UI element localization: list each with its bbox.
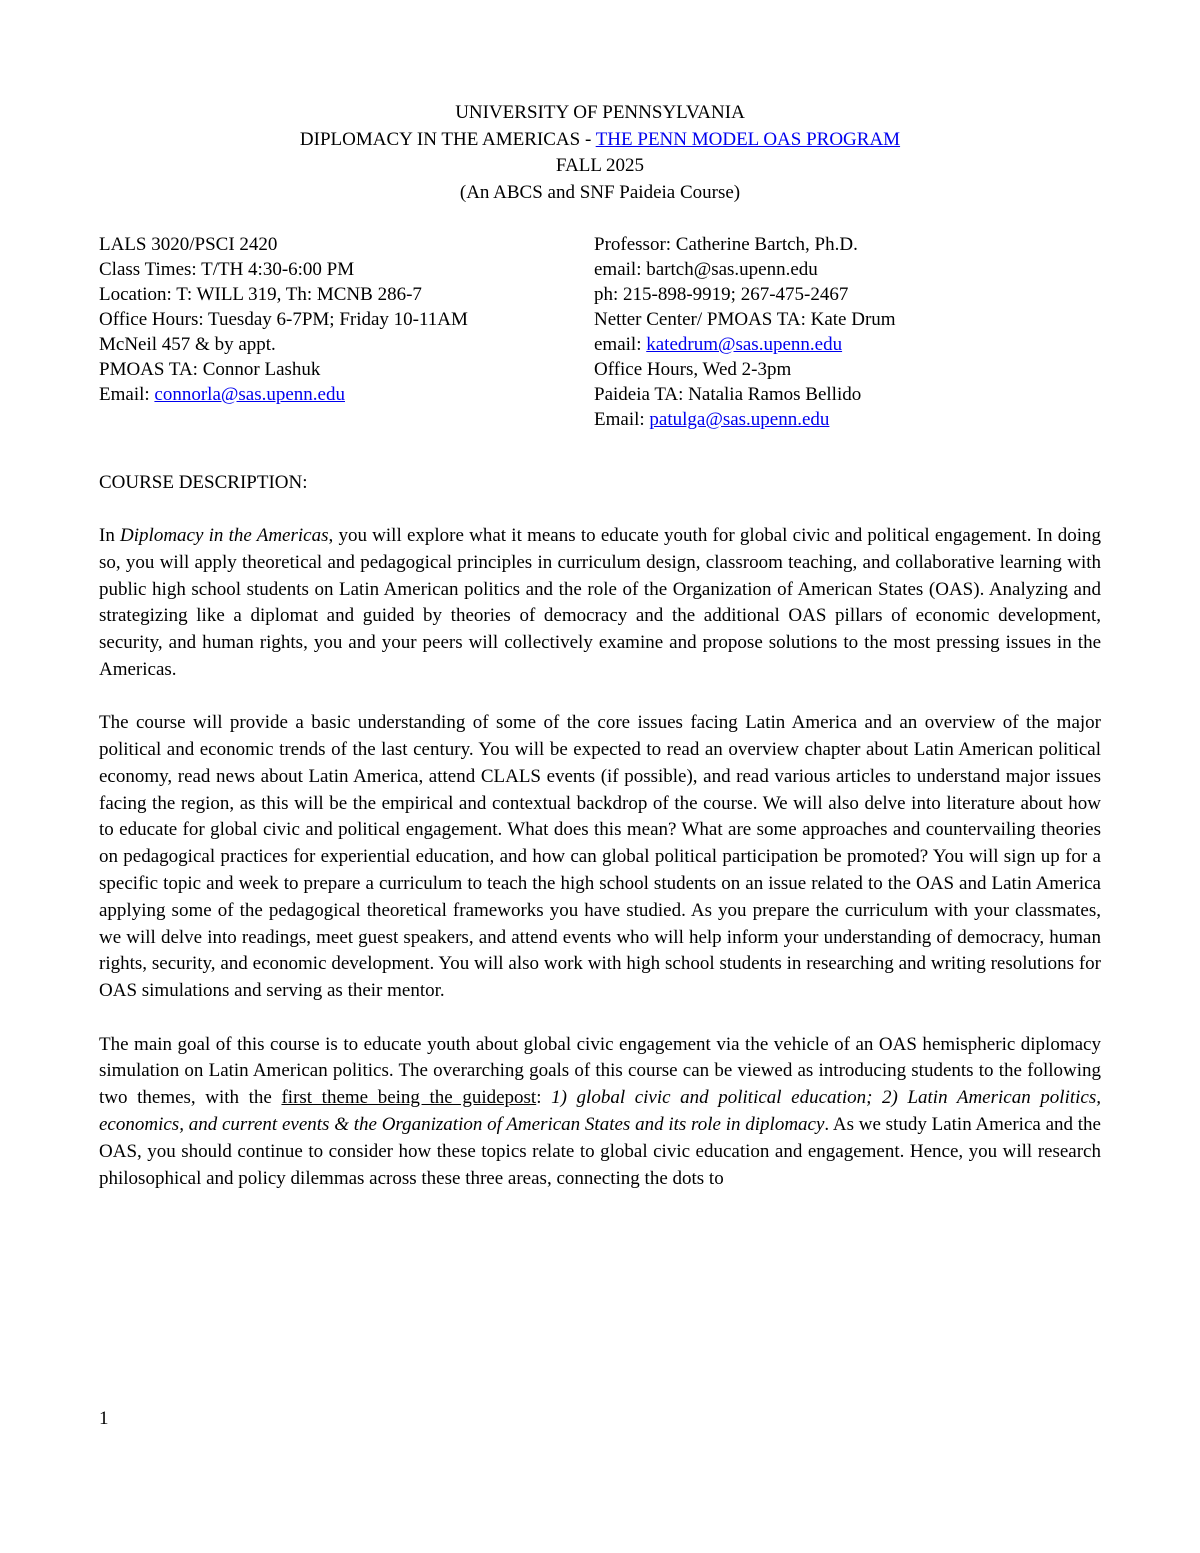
course-subtitle: (An ABCS and SNF Paideia Course) — [459, 181, 741, 203]
location: Location: T: WILL 319, Th: MCNB 286-7 — [99, 284, 422, 305]
netter-email-link[interactable]: katedrum@sas.upenn.edu — [646, 334, 843, 355]
course-info-left — [99, 232, 594, 432]
ta-email-label: Email: — [99, 384, 155, 405]
course-description-heading: COURSE DESCRIPTION: — [99, 472, 308, 493]
description-paragraph-3 — [99, 1032, 1101, 1193]
pmoas-ta: PMOAS TA: Connor Lashuk — [99, 359, 321, 380]
p3-colon: : — [536, 1087, 552, 1109]
p1-course-name: Diplomacy in the Americas — [120, 525, 329, 546]
course-info-right — [594, 232, 1101, 432]
university-name: UNIVERSITY OF PENNSYLVANIA — [455, 102, 745, 123]
paideia-email-link[interactable]: patulga@sas.upenn.edu — [649, 409, 830, 430]
professor-email: email: bartch@sas.upenn.edu — [594, 259, 818, 280]
netter-ta: Netter Center/ PMOAS TA: Kate Drum — [594, 309, 896, 330]
professor-phone: ph: 215-898-9919; 267-475-2467 — [594, 284, 849, 305]
ta-email-link[interactable]: connorla@sas.upenn.edu — [154, 384, 345, 405]
office-location: McNeil 457 & by appt. — [99, 334, 276, 355]
office-hours: Office Hours: Tuesday 6-7PM; Friday 10-11AM — [99, 309, 468, 330]
document-header — [99, 100, 1101, 206]
p3-themes: 1) global civic and political education; 2) Latin American politics, economics, and current events & the Organization of American States and its role in diplomacy — [99, 1087, 1102, 1135]
term: FALL 2025 — [555, 155, 645, 176]
paideia-ta: Paideia TA: Natalia Ramos Bellido — [594, 384, 862, 405]
p3-guidepost: first theme being the guidepost — [281, 1087, 537, 1109]
paideia-email-label: Email: — [594, 409, 650, 430]
description-paragraph-2: The course will provide a basic understanding of some of the core issues facing Latin America and an overview of the major political and economic trends of the last century. You will be expected to read an overview chapter about Latin American political economy, read news about Latin America, attend CLALS events (if possible), and read various articles to understand major issues facing the region, as this will be the empirical and contextual backdrop of the course. We will also delve into literature about how to educate for global civic and political engagement. What does this mean? What are some approaches and countervailing theories on pedagogical practices for experiential education, and how can global political participation be promoted? You will sign up for a specific topic and week to prepare a curriculum to teach the high school students on an issue related to the OAS and Latin America applying some of the pedagogical theoretical frameworks you have studied. As you prepare the curriculum with your classmates, we will delve into readings, meet guest speakers, and attend events who will help inform your understanding of democracy, human rights, security, and economic development. You will also work with high school students in researching and writing resolutions for OAS simulations and serving as their mentor. — [99, 712, 1101, 1002]
netter-email-label: email: — [594, 334, 647, 355]
professor: Professor: Catherine Bartch, Ph.D. — [594, 234, 858, 255]
course-number: LALS 3020/PSCI 2420 — [99, 234, 278, 255]
document-page — [99, 100, 1101, 1192]
p3-start: The main goal of this course is to educate youth about global civic engagement via the vehicle of an OAS hemispheric diplomacy simulation on Latin American politics. The overarching goals of this course can be viewed as introducing students to the following two themes, with the — [99, 1033, 1101, 1109]
netter-office-hours: Office Hours, Wed 2-3pm — [594, 359, 792, 380]
p1-body: , you will explore what it means to educate youth for global civic and political engagement. In doing so, you will apply theoretical and pedagogical principles in curriculum design, classroom teaching, and collaborative learning with public high school students on Latin American politics and the role of the Organization of American States (OAS). Analyzing and strategizing like a diplomat and guided by theories of democracy and the additional OAS pillars of economic development, security, and human rights, you and your peers will collectively examine and propose solutions to the most pressing issues in the Americas. — [99, 525, 1101, 680]
page-number: 1 — [99, 1408, 109, 1429]
ta-email-row — [99, 382, 594, 407]
paideia-email-row — [594, 407, 1101, 432]
p1-in: In — [99, 525, 121, 546]
netter-email-row — [594, 332, 1101, 357]
description-paragraph-1 — [99, 523, 1101, 684]
course-info — [99, 232, 1101, 432]
course-title-prefix: DIPLOMACY IN THE AMERICAS - — [299, 128, 596, 150]
course-title — [99, 127, 1101, 154]
penn-model-oas-link[interactable]: THE PENN MODEL OAS PROGRAM — [595, 128, 901, 150]
p3-end: . As we study Latin America and the OAS, you should continue to consider how these topics relate to global civic education and engagement. Hence, you will research philosophical and policy dilemmas across these three areas, connecting the dots to — [99, 1113, 1101, 1189]
class-times: Class Times: T/TH 4:30-6:00 PM — [99, 259, 355, 280]
